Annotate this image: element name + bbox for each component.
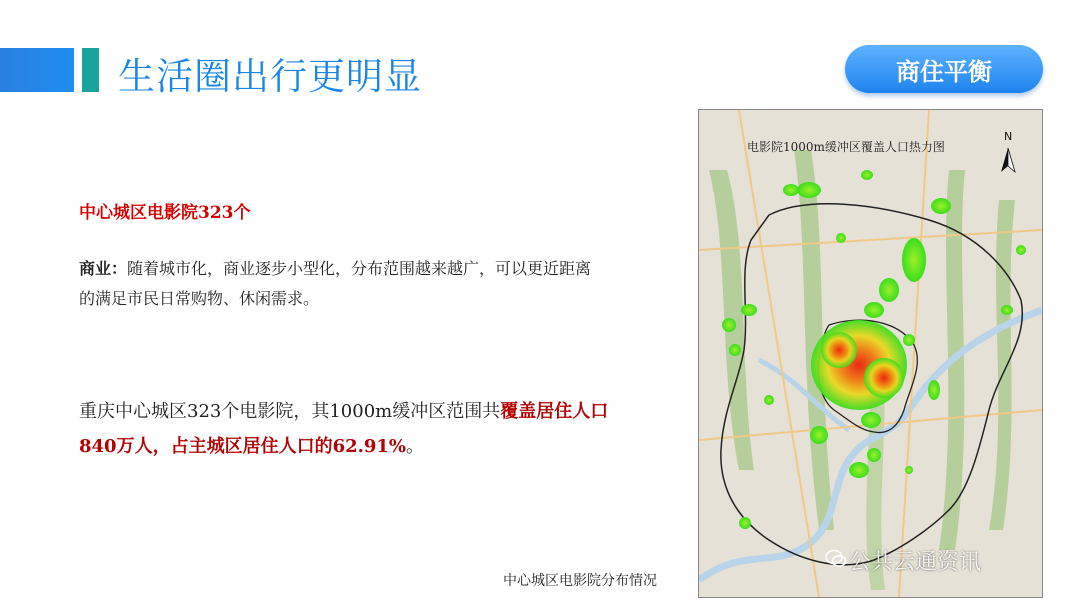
business-paragraph: [79, 254, 599, 314]
wechat-icon: [825, 548, 847, 570]
heatmap-map: [699, 110, 1042, 597]
summary-suffix: 。: [406, 436, 425, 457]
watermark-text: 公共云通资讯: [849, 550, 982, 575]
heatmap-figure: [698, 109, 1043, 598]
summary-prefix: 重庆中心城区323个电影院，其1000m缓冲区范围共: [79, 401, 501, 422]
north-label: N: [1004, 130, 1013, 143]
map-caption: 中心城区电影院分布情况: [503, 573, 657, 589]
header-bar: [0, 48, 74, 92]
business-text: 随着城市化，商业逐步小型化，分布范围越来越广，可以更近距离的满足市民日常购物、休闲需求。: [79, 259, 592, 308]
map-title: 电影院1000m缓冲区覆盖人口热力图: [747, 140, 945, 154]
page-title: 生活圈出行更明显: [118, 55, 422, 98]
headline: 中心城区电影院323个: [79, 203, 251, 223]
business-label: 商业：: [79, 259, 128, 278]
summary-paragraph: [79, 394, 619, 464]
section-badge: 商住平衡: [845, 45, 1043, 93]
header-accent: [82, 48, 99, 92]
summary-highlight: 覆盖居住人口840万人，占主城区居住人口的62.91%: [79, 401, 609, 457]
